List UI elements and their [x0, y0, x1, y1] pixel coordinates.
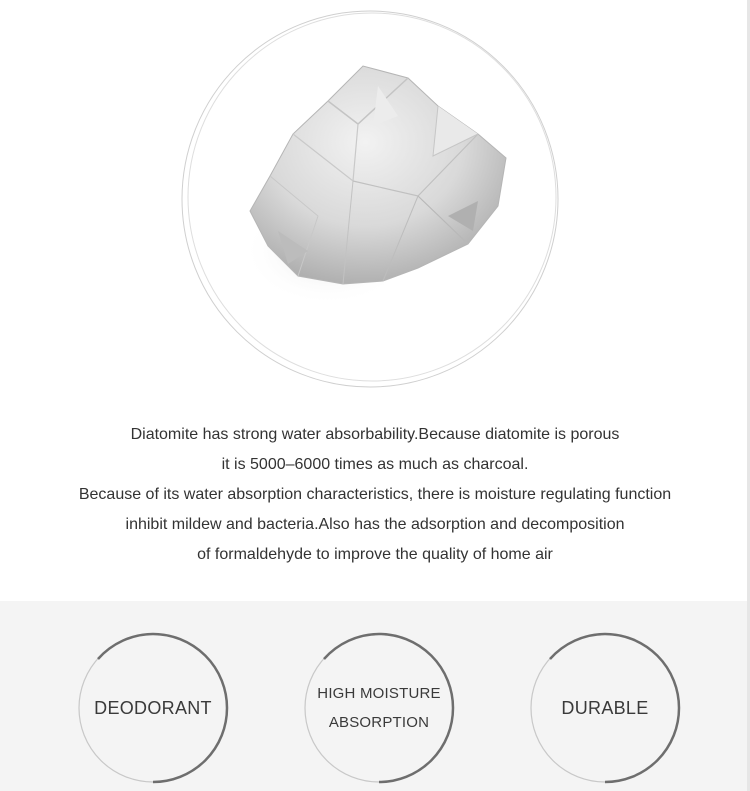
description-line: inhibit mildew and bacteria.Also has the adsorption and decomposition	[125, 516, 625, 533]
description-line: Because of its water absorption characteristics, there is moisture regulating function	[78, 486, 672, 503]
feature-title: HIGH MOISTURE	[317, 685, 441, 702]
hero-circle	[178, 6, 562, 390]
diatomite-stone-image	[178, 6, 562, 390]
description-line: Diatomite has strong water absorbability.Because diatomite is porous	[130, 426, 620, 443]
feature-high-moisture-absorption	[302, 631, 456, 785]
feature-title: DURABLE	[561, 697, 649, 718]
description-line: it is 5000–6000 times as much as charcoal.	[221, 456, 529, 473]
feature-label	[76, 631, 230, 785]
description-text	[0, 420, 750, 570]
feature-label	[528, 631, 682, 785]
description-line: of formaldehyde to improve the quality of home air	[197, 546, 553, 563]
feature-subtitle: ABSORPTION	[328, 714, 430, 731]
feature-deodorant	[76, 631, 230, 785]
features-band	[0, 601, 747, 791]
feature-title: DEODORANT	[94, 697, 212, 718]
feature-label	[302, 631, 456, 785]
feature-durable	[528, 631, 682, 785]
